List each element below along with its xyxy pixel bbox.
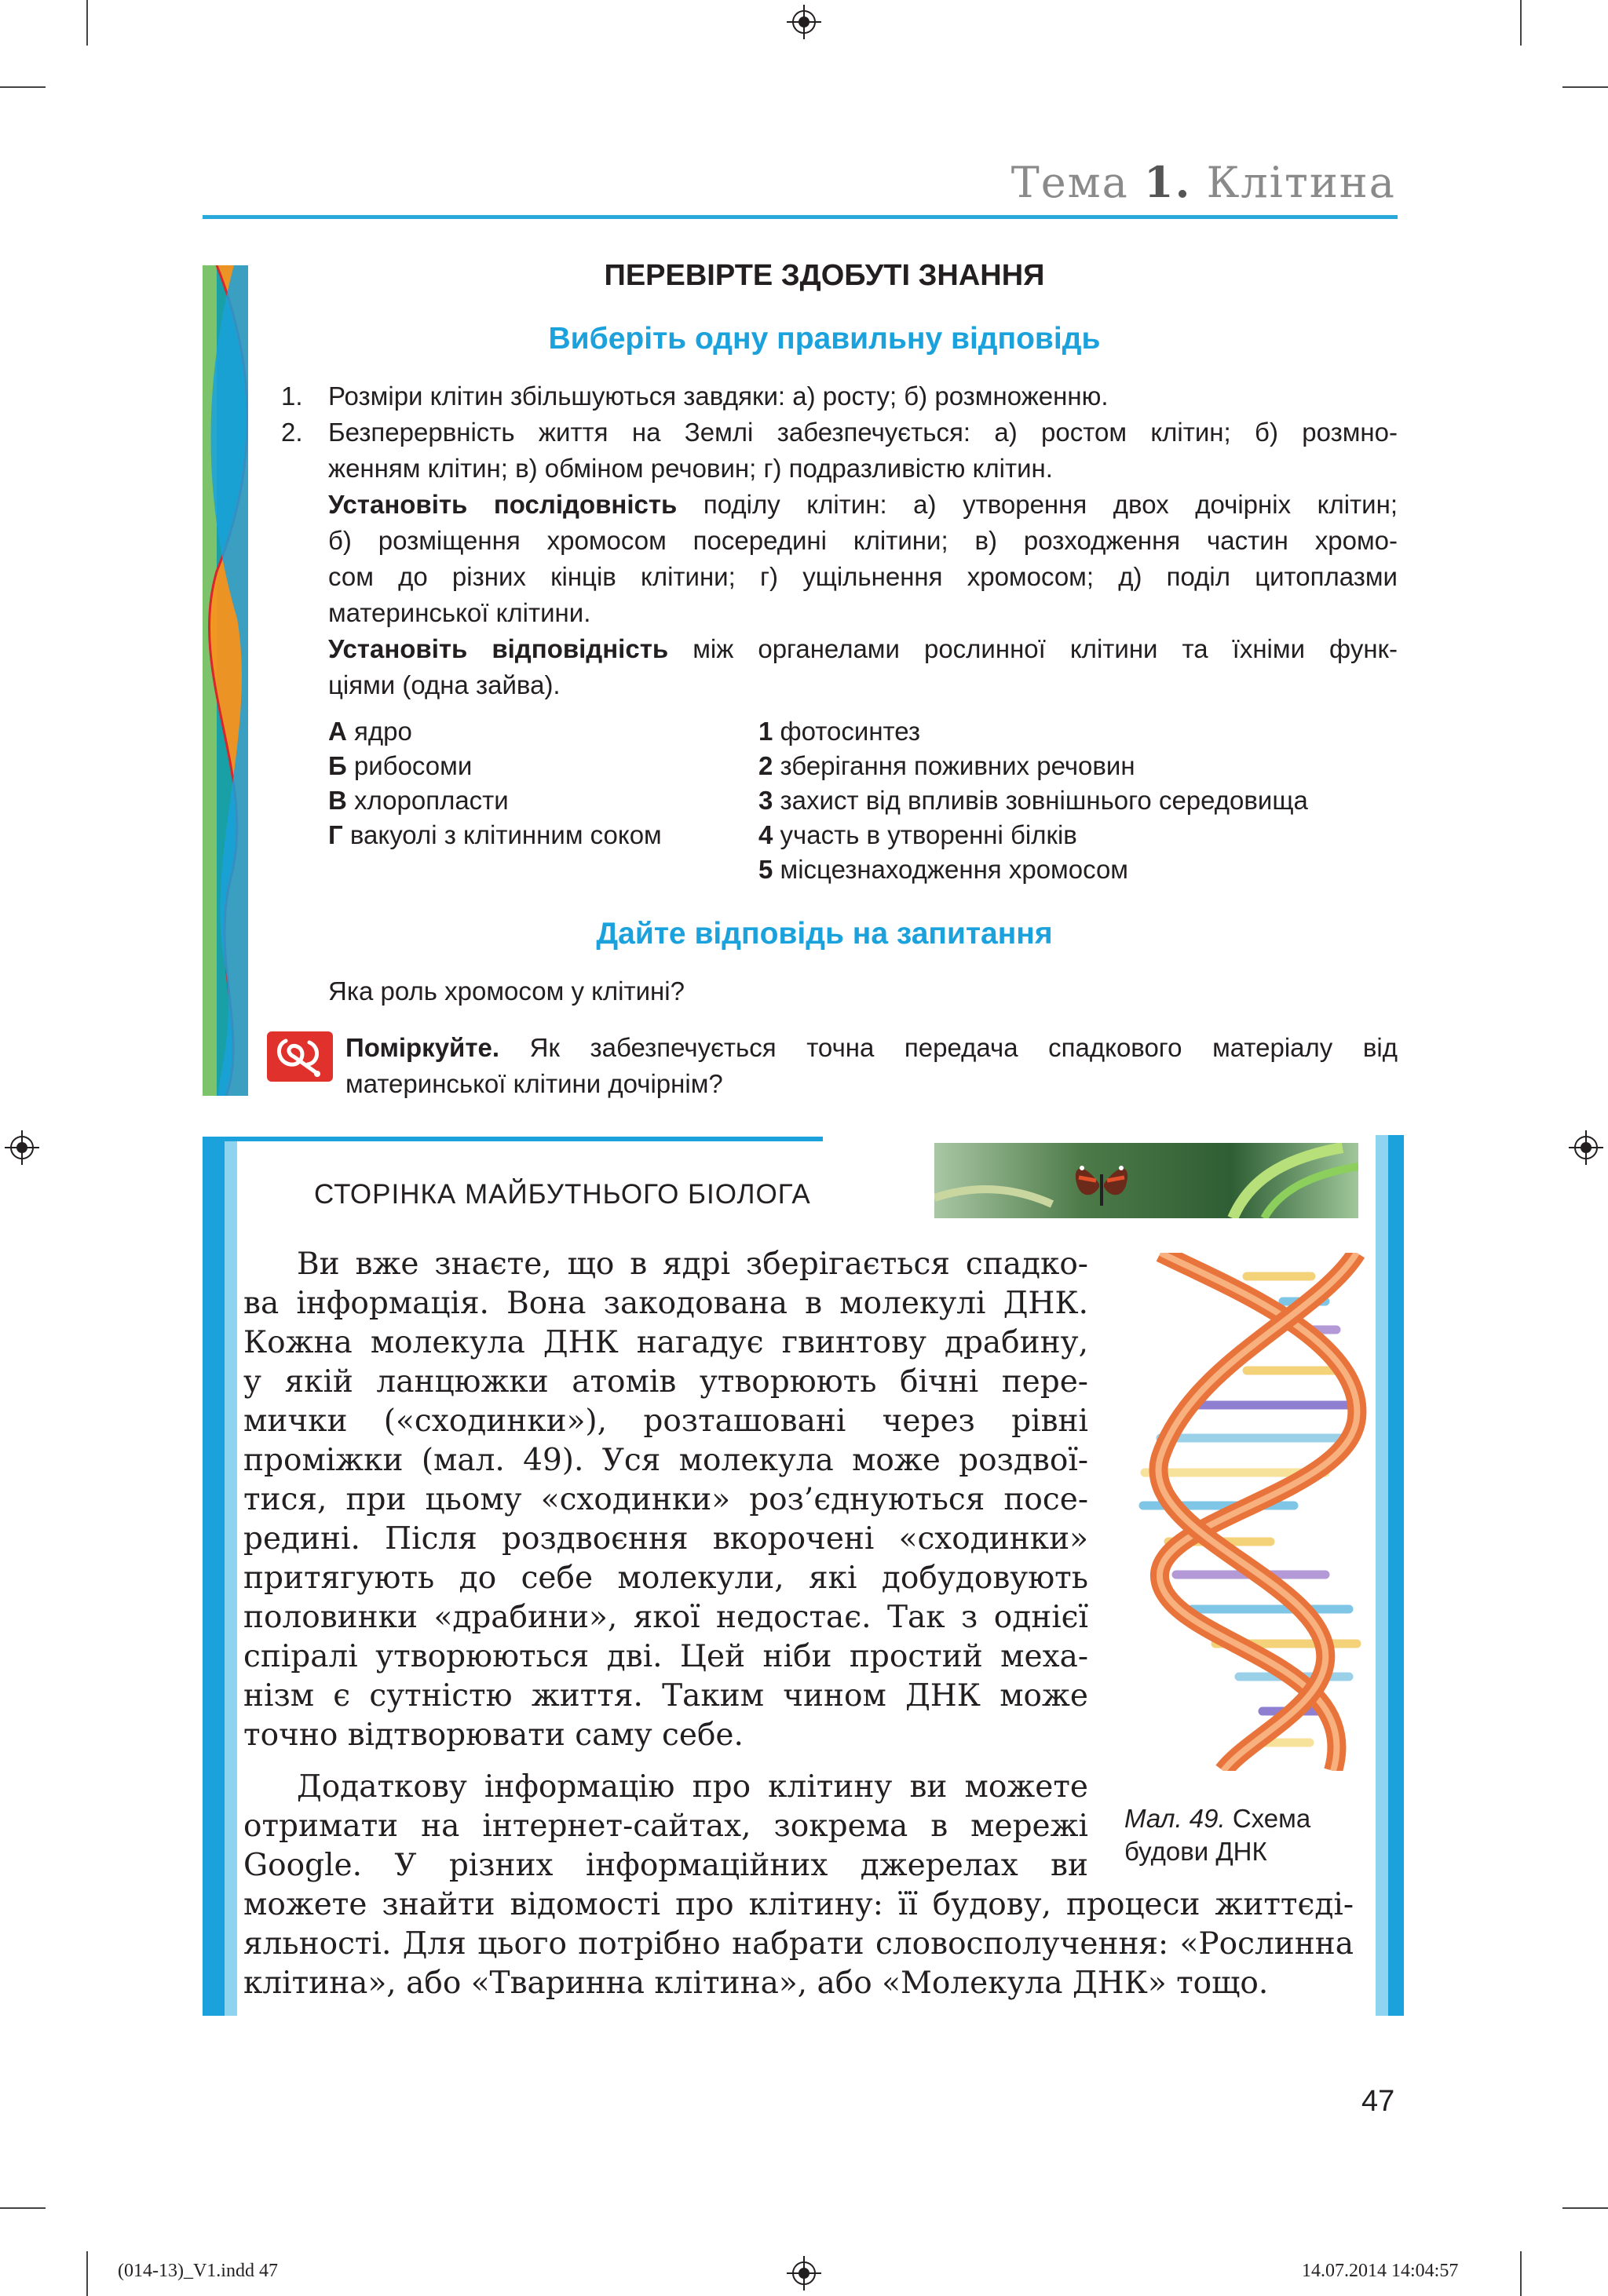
body-line: нізм є сутністю життя. Таким чином ДНК може — [243, 1678, 1088, 1714]
question-number: 1. — [281, 381, 303, 411]
registration-mark-icon — [5, 1130, 39, 1165]
page-number: 47 — [1361, 2085, 1395, 2118]
question-number: 2. — [281, 418, 303, 447]
body-line: половинки «драбини», якої недостає. Так з однієї — [243, 1600, 1088, 1635]
list-item: 3 захист від впливів зовнішнього середовища — [758, 786, 1308, 815]
sequence-task-line-1 — [328, 487, 1398, 522]
function-list — [758, 714, 1308, 887]
sequence-task-text: поділу клітин: а) утворення двох дочірніх клітин; — [677, 490, 1398, 519]
list-item: В хлоропласти — [328, 786, 509, 815]
theme-name: Клітина — [1206, 158, 1396, 207]
registration-mark-icon — [787, 2256, 821, 2291]
organelle-list — [328, 714, 662, 852]
sequence-task-line-3: сом до різних кінців клітини; г) ущільнення хромосом; д) поділ цитоплазми — [328, 562, 1398, 591]
list-item: Г вакуолі з клітинним соком — [328, 820, 662, 849]
crop-mark — [0, 2207, 46, 2209]
list-item: 4 участь в утворенні білків — [758, 820, 1077, 849]
match-task-bold: Установіть відповідність — [328, 634, 669, 663]
box-border-right — [1388, 1135, 1404, 2016]
list-item: 2 зберігання поживних речовин — [758, 751, 1135, 780]
answer-question-heading: Дайте відповідь на запитання — [596, 917, 1053, 951]
header-rule — [203, 215, 1398, 219]
body-line: клітина», або «Тваринна клітина», або «Молекула ДНК» тощо. — [243, 1966, 1269, 2001]
body-line: проміжки (мал. 49). Уся молекула може роздвої- — [243, 1443, 1088, 1478]
list-item: А ядро — [328, 717, 412, 746]
body-line: можете знайти відомості про клітину: її будову, процеси життєді- — [243, 1887, 1354, 1922]
body-line: ва інформація. Вона закодована в молекулі ДНК. — [243, 1286, 1088, 1321]
registration-mark-icon — [787, 5, 821, 39]
think-task-line-2: материнської клітини дочірнім? — [345, 1069, 723, 1098]
theme-word: Тема — [1010, 158, 1129, 207]
question-1: Розміри клітин збільшуються завдяки: а) росту; б) розмноженню. — [328, 381, 1109, 411]
answer-question: Яка роль хромосом у клітині? — [328, 976, 685, 1006]
list-item: Б рибосоми — [328, 751, 473, 780]
body-line: отримати на інтернет-сайтах, зокрема в мережі — [243, 1809, 1088, 1844]
list-item: 5 місцезнаходження хромосом — [758, 855, 1128, 884]
figure-label: Мал. 49. — [1124, 1804, 1226, 1833]
sequence-task-bold: Установіть послідовність — [328, 490, 678, 519]
box-border-right-inner — [1376, 1135, 1388, 2016]
box-border-left — [203, 1137, 225, 2016]
theme-heading — [1011, 157, 1396, 207]
sequence-task-line-2: б) розміщення хромосом посередині клітини; в) розходження частин хромо- — [328, 526, 1398, 555]
body-line: яльності. Для цього потрібно набрати словосполучення: «Рослинна — [243, 1926, 1354, 1962]
body-line: тися, при цьому «сходинки» роз’єднуються посе- — [243, 1482, 1088, 1517]
print-slug-file: (014-13)_V1.indd 47 — [118, 2261, 278, 2281]
registration-mark-icon — [1569, 1130, 1603, 1165]
think-task-text: Як забезпечується точна передача спадкового матеріалу від — [499, 1033, 1398, 1062]
body-line: Додаткову інформацію про клітину ви можете — [297, 1769, 1088, 1805]
crop-mark — [1562, 2207, 1608, 2209]
match-task-line-2: ціями (одна зайва). — [328, 670, 561, 699]
body-line: спіралі утворюються дві. Цей ніби простий меха- — [243, 1639, 1088, 1674]
body-line: притягують до себе молекули, які добудовують — [243, 1560, 1088, 1596]
butterfly-banner-image — [934, 1143, 1358, 1218]
think-task-bold: Поміркуйте. — [345, 1033, 500, 1062]
body-line: Ви вже знаєте, що в ядрі зберігається спадко- — [297, 1247, 1088, 1282]
biologist-page-title: СТОРІНКА МАЙБУТНЬОГО БІОЛОГА — [314, 1179, 811, 1210]
body-line: Google. У різних інформаційних джерелах ви — [243, 1848, 1088, 1883]
box-border-left-inner — [225, 1141, 237, 2016]
match-task-text: між органелами рослинної клітини та їхніми функ- — [668, 634, 1398, 663]
crop-mark — [0, 86, 46, 88]
dna-helix-illustration — [1129, 1253, 1371, 1771]
body-line: мички («сходинки»), розташовані через рівні — [243, 1404, 1088, 1439]
question-2-line-1: Безперервність життя на Землі забезпечується: а) ростом клітин; б) розмно- — [328, 418, 1398, 447]
body-line: точно відтворювати саму себе. — [243, 1717, 744, 1753]
body-line: Кожна молекула ДНК нагадує гвинтову драбину, — [243, 1325, 1088, 1360]
crop-mark — [1562, 86, 1608, 88]
body-line: у якій ланцюжки атомів утворюють бічні пере- — [243, 1364, 1088, 1400]
figure-caption: Мал. 49. Схема будови ДНК — [1124, 1804, 1311, 1866]
theme-number: 1. — [1144, 157, 1192, 207]
think-brain-icon — [267, 1028, 333, 1085]
decorative-wave-bar — [203, 265, 248, 1096]
print-slug-date: 14.07.2014 14:04:57 — [1302, 2261, 1459, 2281]
choose-answer-heading: Виберіть одну правильну відповідь — [548, 322, 1101, 356]
crop-mark — [1520, 2251, 1522, 2296]
think-task-line-1 — [345, 1030, 1398, 1065]
check-section-title: ПЕРЕВІРТЕ ЗДОБУТІ ЗНАННЯ — [604, 259, 1045, 292]
sequence-task-line-4: материнської клітини. — [328, 598, 591, 627]
question-2-line-2: женням клітин; в) обміном речовин; г) подразливістю клітин. — [328, 454, 1053, 483]
list-item: 1 фотосинтез — [758, 717, 921, 746]
body-line: редині. Після роздвоєння вкорочені «сходинки» — [243, 1521, 1088, 1557]
match-task-line-1 — [328, 631, 1398, 666]
crop-mark — [86, 2251, 88, 2296]
crop-mark — [1520, 0, 1522, 46]
crop-mark — [86, 0, 88, 46]
box-border-top — [203, 1137, 823, 1141]
